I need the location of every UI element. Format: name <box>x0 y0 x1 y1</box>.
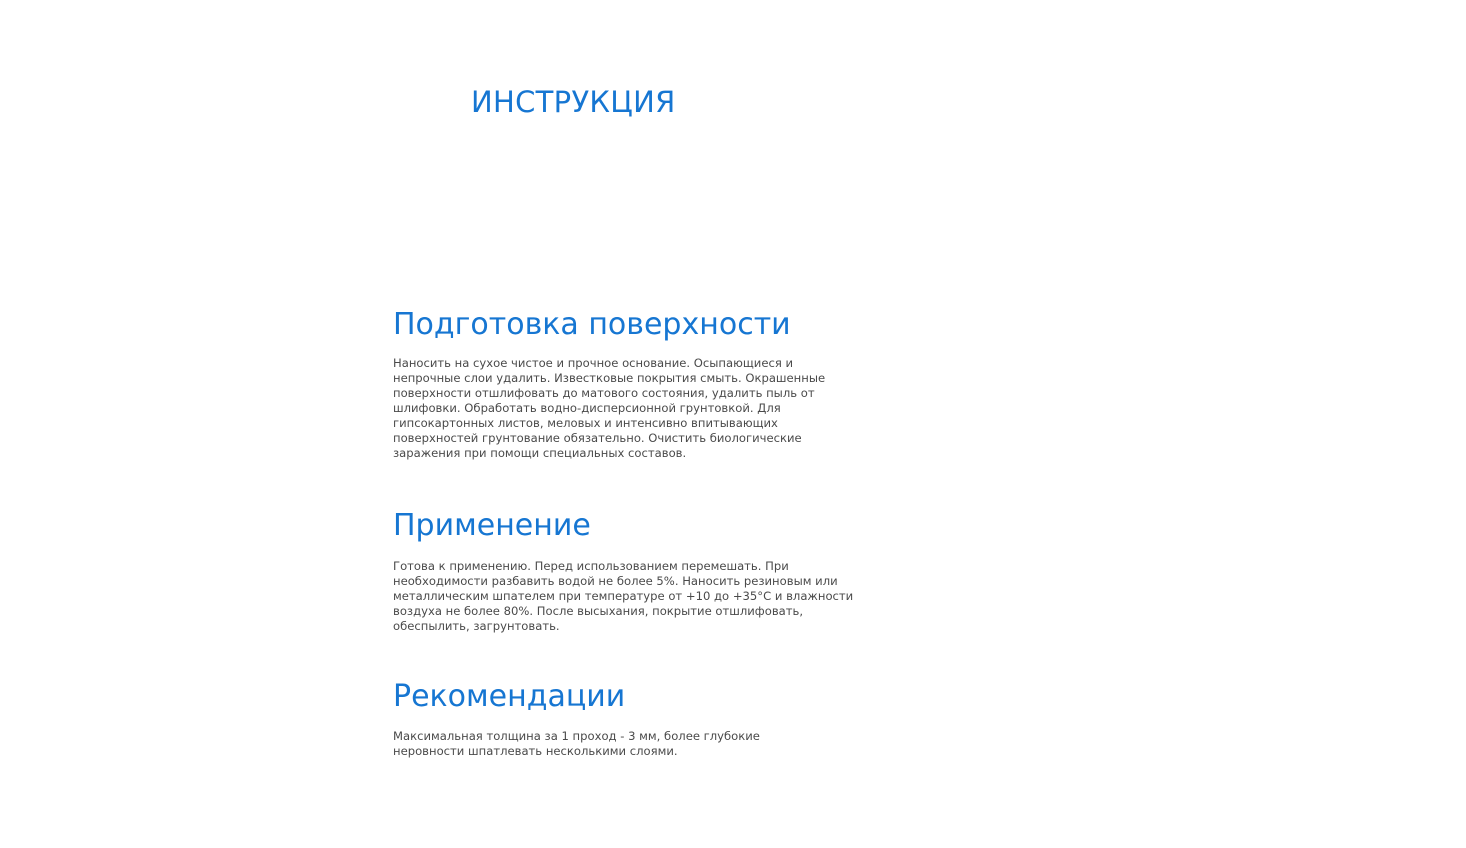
section-heading: Рекомендации <box>393 679 626 714</box>
section-text: Максимальная толщина за 1 проход - 3 мм, более глубокие неровности шпатлевать несколькими слоями. <box>393 729 760 758</box>
page-title: ИНСТРУКЦИЯ <box>471 85 676 119</box>
section-text: Наносить на сухое чистое и прочное основание. Осыпающиеся и непрочные слои удалить. Известковые покрытия смыть. Окрашенные поверхности отшлифовать до матового состояния, удалить пыль от шлифовки. Обработать водно-дисперсионной грунтовкой. Для гипсокартонных листов, меловых и интенсивно впитывающих поверхностей грунтование обязательно. Очистить биологические заражения при помощи специальных составов. <box>393 356 826 460</box>
section-heading: Применение <box>393 508 591 543</box>
section-text: Готова к применению. Перед использованием перемешать. При необходимости разбавить водой не более 5%. Наносить резиновым или металлическим шпателем при температуре от +10 до +35°C и влажности воздуха не более 80%. После высыхания, покрытие отшлифовать, обеспылить, загрунтовать. <box>393 559 854 633</box>
section-surface-preparation <box>393 307 863 461</box>
section-heading: Подготовка поверхности <box>393 307 791 342</box>
section-recommendations <box>393 679 863 759</box>
section-application <box>393 508 863 634</box>
